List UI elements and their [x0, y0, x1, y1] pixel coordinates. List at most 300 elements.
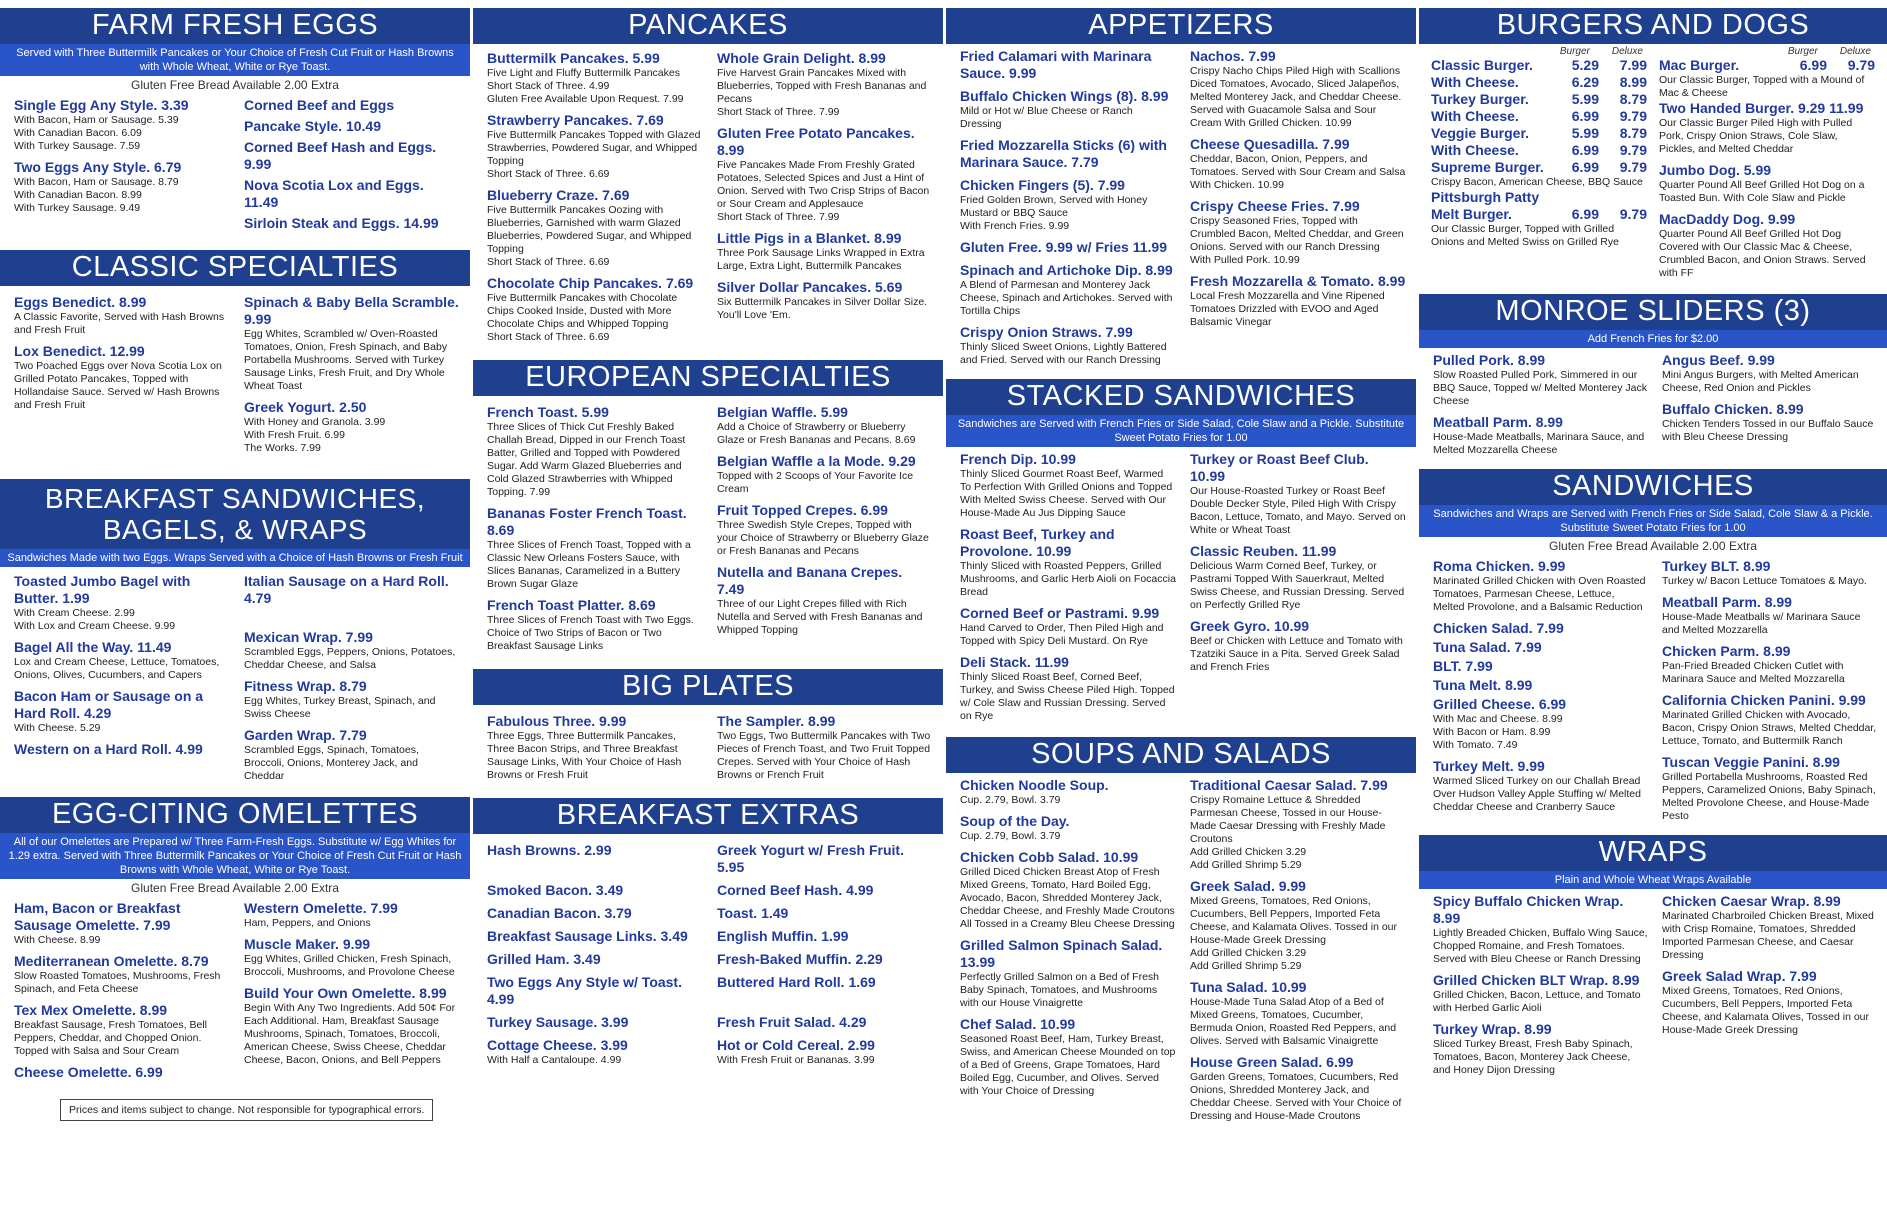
item-desc: Chicken Tenders Tossed in our Buffalo Sauce with Bleu Cheese Dressing	[1662, 418, 1874, 443]
menu-item	[487, 187, 703, 269]
menu-item	[244, 629, 460, 672]
menu-item	[1190, 273, 1406, 329]
menu-item	[717, 882, 933, 899]
menu-item	[717, 564, 933, 637]
menu-item	[960, 451, 1176, 520]
item-name: MacDaddy Dog. 9.99	[1659, 211, 1796, 227]
gluten-free-note: Gluten Free Bread Available 2.00 Extra	[131, 78, 339, 92]
item-name: Fresh Fruit Salad. 4.29	[717, 1014, 867, 1030]
menu-item	[14, 97, 230, 153]
menu-item	[1662, 401, 1877, 444]
item-name: House Green Salad. 6.99	[1190, 1054, 1354, 1070]
burger-price: 6.99	[1571, 206, 1599, 222]
burger-price: 6.99	[1571, 142, 1599, 158]
burger-row	[1431, 108, 1647, 125]
menu-item	[244, 97, 460, 114]
menu-item	[14, 688, 230, 735]
menu-item	[1659, 211, 1875, 280]
menu-item	[487, 404, 703, 499]
menu-item	[717, 502, 933, 558]
menu-item	[244, 215, 460, 232]
item-name: Pittsburgh Patty	[1431, 189, 1540, 205]
item-desc: Five Buttermilk Pancakes with Chocolate Chips Cooked Inside, Dusted with More Chocolate Chips and Whipped Topping Short Stack of Three. 6.69	[487, 292, 678, 343]
item-desc: With Honey and Granola. 3.99 With Fresh Fruit. 6.99 The Works. 7.99	[244, 416, 386, 454]
item-name: Strawberry Pancakes. 7.69	[487, 112, 664, 128]
row-name: With Cheese.	[1431, 142, 1519, 158]
item-name: Spinach and Artichoke Dip. 8.99	[960, 262, 1173, 278]
item-name: Deli Stack. 11.99	[960, 654, 1069, 670]
menu-item	[487, 112, 703, 181]
menu-item	[960, 48, 1176, 82]
item-name: Grilled Chicken BLT Wrap. 8.99	[1433, 972, 1640, 988]
item-desc: With Cream Cheese. 2.99 With Lox and Cream Cheese. 9.99	[14, 607, 176, 632]
wraps-section	[1419, 835, 1887, 1083]
menu-item	[1190, 136, 1406, 192]
item-name: Cottage Cheese. 3.99	[487, 1037, 628, 1053]
menu-item	[244, 177, 460, 211]
section-title: BREAKFAST EXTRAS	[473, 798, 943, 834]
menu-item	[487, 50, 703, 106]
menu-item	[960, 605, 1176, 648]
burger-row	[1431, 159, 1647, 176]
burger-row	[1431, 125, 1647, 142]
menu-item	[960, 137, 1176, 171]
menu-item	[1433, 972, 1648, 1015]
menu-item	[244, 985, 460, 1067]
item-desc: Crispy Bacon, American Cheese, BBQ Sauce	[1431, 176, 1643, 188]
item-name: Mexican Wrap. 7.99	[244, 629, 373, 645]
section-subtitle: Sandwiches are Served with French Fries or Side Salad, Cole Slaw and a Pickle. Substitute Sweet Potato Fries for 1.00	[946, 415, 1416, 447]
item-name: Corned Beef and Eggs	[244, 97, 395, 113]
appetizers-section	[946, 8, 1416, 373]
item-name: Little Pigs in a Blanket. 8.99	[717, 230, 902, 246]
item-name: Fresh-Baked Muffin. 2.29	[717, 951, 883, 967]
row-name: Supreme Burger.	[1431, 159, 1544, 175]
item-name: Chicken Fingers (5). 7.99	[960, 177, 1125, 193]
deluxe-price: 9.79	[1619, 108, 1647, 124]
disclaimer: Prices and items subject to change. Not responsible for typographical errors.	[60, 1099, 433, 1121]
item-name: Two Handed Burger. 9.29 11.99	[1659, 100, 1864, 116]
item-name: Pancake Style. 10.49	[244, 118, 381, 134]
item-name: The Sampler. 8.99	[717, 713, 836, 729]
item-desc: Mixed Greens, Tomatoes, Red Onions, Cucumbers, Bell Peppers, Imported Feta Cheese, and Kalamata Olives. Tossed in our House-Made Greek Dressing Add Grilled Chicken 3.29 Add Grilled Shrimp 5.29	[1190, 895, 1398, 972]
menu-item	[487, 275, 703, 344]
deluxe-col-header: Deluxe	[1839, 46, 1871, 57]
row-name: Turkey Burger.	[1431, 91, 1529, 107]
gluten-free-note: Gluten Free Bread Available 2.00 Extra	[131, 881, 339, 895]
item-desc: House-Made Meatballs, Marinara Sauce, and Melted Mozzarella Cheese	[1433, 431, 1645, 456]
big-plates-section	[473, 669, 943, 788]
item-name: Tuna Salad. 7.99	[1433, 639, 1542, 655]
burger-row	[1431, 74, 1647, 91]
menu-item	[717, 928, 933, 945]
menu-item	[14, 1064, 230, 1081]
menu-item	[1433, 758, 1648, 814]
item-name: Corned Beef Hash. 4.99	[717, 882, 874, 898]
menu-item	[960, 239, 1176, 256]
menu-item	[960, 937, 1176, 1010]
section-subtitle: Sandwiches Made with two Eggs. Wraps Served with a Choice of Hash Browns or Fresh Fruit	[0, 549, 470, 567]
item-desc: With Cheese. 5.29	[14, 722, 101, 734]
menu-item	[1662, 558, 1877, 588]
item-name: Silver Dollar Pancakes. 5.69	[717, 279, 903, 295]
item-desc: Slow Roasted Pulled Pork, Simmered in our BBQ Sauce, Topped w/ Melted Monterey Jack Cheese	[1433, 369, 1647, 407]
burger-col-header: Burger	[1787, 46, 1818, 57]
menu-item	[960, 813, 1176, 843]
menu-item	[1433, 639, 1648, 656]
menu-item	[14, 639, 230, 682]
item-name: Turkey Sausage. 3.99	[487, 1014, 629, 1030]
item-name: Grilled Ham. 3.49	[487, 951, 601, 967]
item-name: Fruit Topped Crepes. 6.99	[717, 502, 888, 518]
item-desc: Thinly Sliced Sweet Onions, Lightly Battered and Fried. Served with our Ranch Dressing	[960, 341, 1167, 366]
item-desc: Our House-Roasted Turkey or Roast Beef Double Decker Style, Piled High With Crispy Bacon, Lettuce, Tomato, and Mayo. Served on White or Wheat Toast	[1190, 485, 1406, 536]
item-desc: With Half a Cantaloupe. 4.99	[487, 1054, 622, 1066]
item-desc: Three Slices of French Toast with Two Eggs. Choice of Two Strips of Bacon or Two Breakfast Sausage Links	[487, 614, 694, 652]
item-name: Muscle Maker. 9.99	[244, 936, 371, 952]
menu-item	[487, 928, 703, 945]
item-name: Fried Calamari with Marinara Sauce. 9.99	[960, 48, 1152, 81]
item-name: Crispy Cheese Fries. 7.99	[1190, 198, 1360, 214]
item-name: Meatball Parm. 8.99	[1433, 414, 1563, 430]
item-desc: Add a Choice of Strawberry or Blueberry Glaze or Fresh Bananas and Pecans. 8.69	[717, 421, 916, 446]
item-desc: Delicious Warm Corned Beef, Turkey, or Pastrami Topped With Sauerkraut, Melted Swiss Cheese, and Russian Dressing. Served on Perfectly Grilled Rye	[1190, 560, 1405, 611]
item-name: Turkey Wrap. 8.99	[1433, 1021, 1552, 1037]
item-desc: Six Buttermilk Pancakes in Silver Dollar Size. You'll Love 'Em.	[717, 296, 928, 321]
item-desc: Three Pork Sausage Links Wrapped in Extra Large, Extra Light, Buttermilk Pancakes	[717, 247, 925, 272]
item-desc: Slow Roasted Tomatoes, Mushrooms, Fresh Spinach, and Feta Cheese	[14, 970, 221, 995]
section-subtitle: Plain and Whole Wheat Wraps Available	[1419, 871, 1887, 889]
deluxe-price: 8.79	[1619, 125, 1647, 141]
item-desc: House-Made Tuna Salad Atop of a Bed of Mixed Greens, Tomatoes, Cucumber, Bermuda Onion, Roasted Red Peppers, and Olives. Served with Balsamic Vinaigrette	[1190, 996, 1397, 1047]
menu-item	[487, 713, 703, 782]
menu-item	[960, 177, 1176, 233]
menu-item	[717, 713, 933, 782]
item-desc: Pan-Fried Breaded Chicken Cutlet with Marinara Sauce and Melted Mozzarella	[1662, 660, 1845, 685]
item-name: Meatball Parm. 8.99	[1662, 594, 1792, 610]
item-name: Toast. 1.49	[717, 905, 789, 921]
menu-item	[487, 974, 703, 1008]
menu-item	[717, 404, 933, 447]
section-title: MONROE SLIDERS (3)	[1419, 294, 1887, 330]
item-name: Canadian Bacon. 3.79	[487, 905, 632, 921]
menu-item	[14, 343, 230, 412]
item-name: Lox Benedict. 12.99	[14, 343, 145, 359]
menu-item	[14, 573, 230, 633]
item-name: Fabulous Three. 9.99	[487, 713, 627, 729]
sliders-section	[1419, 294, 1887, 463]
menu-item	[717, 905, 933, 922]
item-name: Crispy Onion Straws. 7.99	[960, 324, 1133, 340]
item-name: Greek Yogurt. 2.50	[244, 399, 367, 415]
column-4	[1419, 0, 1887, 1089]
item-desc: Grilled Portabella Mushrooms, Roasted Red Peppers, Caramelized Onions, Baby Spinach, Melted Provolone Cheese, and House-Made Pesto	[1662, 771, 1876, 822]
menu-item	[1190, 1054, 1406, 1123]
item-name: Soup of the Day.	[960, 813, 1070, 829]
item-desc: Egg Whites, Grilled Chicken, Fresh Spinach, Broccoli, Mushrooms, and Provolone Cheese	[244, 953, 455, 978]
item-name: French Toast. 5.99	[487, 404, 609, 420]
item-name: Breakfast Sausage Links. 3.49	[487, 928, 688, 944]
menu-item	[1662, 968, 1877, 1037]
item-name: Cheese Omelette. 6.99	[14, 1064, 163, 1080]
item-name: Grilled Cheese. 6.99	[1433, 696, 1567, 712]
section-title: PANCAKES	[473, 8, 943, 44]
gluten-free-note: Gluten Free Bread Available 2.00 Extra	[1549, 539, 1757, 553]
item-name: Turkey BLT. 8.99	[1662, 558, 1771, 574]
row-name: With Cheese.	[1431, 108, 1519, 124]
section-title: WRAPS	[1419, 835, 1887, 871]
item-name: English Muffin. 1.99	[717, 928, 849, 944]
row-name: Classic Burger.	[1431, 57, 1533, 73]
item-name: Chicken Parm. 8.99	[1662, 643, 1791, 659]
item-name: Greek Gyro. 10.99	[1190, 618, 1310, 634]
item-desc: Crispy Romaine Lettuce & Shredded Parmesan Cheese, Tossed in our House-Made Caesar Dressing with Freshly Made Croutons Add Grilled Chicken 3.29 Add Grilled Shrimp 5.29	[1190, 794, 1386, 871]
stacked-sandwiches-section	[946, 379, 1416, 729]
section-title: CLASSIC SPECIALTIES	[0, 250, 470, 286]
price-column-headers	[1431, 46, 1647, 57]
soups-salads-section	[946, 737, 1416, 1129]
item-desc: Begin With Any Two Ingredients. Add 50¢ For Each Additional. Ham, Breakfast Sausage Mushrooms, Spinach, Tomatoes, Broccoli, American Cheese, Swiss Cheese, Cheddar Cheese, Bacon, Onions, and Bell Peppers	[244, 1002, 456, 1066]
item-name: Chicken Salad. 7.99	[1433, 620, 1564, 636]
section-title: SANDWICHES	[1419, 469, 1887, 505]
section-subtitle: Sandwiches and Wraps are Served with French Fries or Side Salad, Cole Slaw & a Pickle. Substitute Sweet Potato Fries for 1.00	[1419, 505, 1887, 537]
burger-price: 6.99	[1799, 57, 1827, 73]
item-desc: Five Harvest Grain Pancakes Mixed with Blueberries, Topped with Fresh Bananas and Pecans Short Stack of Three. 7.99	[717, 67, 927, 118]
item-desc: Grilled Chicken, Bacon, Lettuce, and Tomato with Herbed Garlic Aioli	[1433, 989, 1641, 1014]
menu-item	[717, 974, 933, 1008]
item-name: Two Eggs Any Style. 6.79	[14, 159, 182, 175]
item-name: Hash Browns. 2.99	[487, 842, 612, 858]
section-title: FARM FRESH EGGS	[0, 8, 470, 44]
item-desc: Crispy Seasoned Fries, Topped with Crumbled Bacon, Melted Cheddar, and Green Onions. Served with our Ranch Dressing With Pulled Pork. 10.99	[1190, 215, 1404, 266]
item-desc: Three Swedish Style Crepes, Topped with your Choice of Strawberry or Blueberry Glaze or Fresh Bananas and Pecans	[717, 519, 929, 557]
burger-price: 5.99	[1571, 91, 1599, 107]
menu-item	[717, 951, 933, 968]
item-name: Gluten Free. 9.99 w/ Fries 11.99	[960, 239, 1167, 255]
omelettes-section	[0, 797, 470, 1121]
menu-item	[244, 573, 460, 607]
item-desc: Three Slices of Thick Cut Freshly Baked Challah Bread, Dipped in our French Toast Batter, Grilled and Topped with Powdered Sugar. Add Warm Glazed Blueberries and Cold Glazed Strawberries with Whipped Topping. 7.99	[487, 421, 686, 498]
burger-price: 6.99	[1571, 159, 1599, 175]
item-desc: Marinated Grilled Chicken with Oven Roasted Tomatoes, Parmesan Cheese, Lettuce, Melted Provolone, and a Balsamic Reduction	[1433, 575, 1646, 613]
item-name: Belgian Waffle a la Mode. 9.29	[717, 453, 916, 469]
menu-item	[244, 727, 460, 783]
item-desc: Our Classic Burger Piled High with Pulled Pork, Crispy Onion Straws, Cole Slaw, Pickles, and Melted Cheddar	[1659, 117, 1853, 155]
item-desc: Our Classic Burger, Topped with a Mound of Mac & Cheese	[1659, 74, 1865, 99]
item-name: Belgian Waffle. 5.99	[717, 404, 848, 420]
item-desc: Ham, Peppers, and Onions	[244, 917, 371, 929]
menu-item	[487, 842, 703, 876]
item-name: Fried Mozzarella Sticks (6) with Marinara Sauce. 7.79	[960, 137, 1167, 170]
menu-item	[487, 1014, 703, 1031]
section-title: EUROPEAN SPECIALTIES	[473, 360, 943, 396]
deluxe-col-header: Deluxe	[1611, 46, 1643, 57]
deluxe-price: 7.99	[1619, 57, 1647, 73]
item-name: Whole Grain Delight. 8.99	[717, 50, 886, 66]
item-name: Pulled Pork. 8.99	[1433, 352, 1546, 368]
item-name: Chicken Noodle Soup.	[960, 777, 1109, 793]
menu-item	[14, 953, 230, 996]
menu-item	[960, 88, 1176, 131]
item-name: Buffalo Chicken. 8.99	[1662, 401, 1804, 417]
deluxe-price: 9.79	[1619, 142, 1647, 158]
section-title	[0, 479, 470, 549]
item-name: French Toast Platter. 8.69	[487, 597, 656, 613]
section-subtitle: All of our Omelettes are Prepared w/ Three Farm-Fresh Eggs. Substitute w/ Egg Whites for 1.29 extra. Served with Three Buttermilk Pancakes or Your Choice of Fresh Cut Fruit or Hash Browns with Whole Wheat, White or Rye Toast.	[0, 833, 470, 879]
item-desc: Thinly Sliced with Roasted Peppers, Grilled Mushrooms, and Garlic Herb Aioli on Focaccia Bread	[960, 560, 1176, 598]
menu-item	[1662, 594, 1877, 637]
menu-item	[717, 842, 933, 876]
menu-item	[1190, 979, 1406, 1048]
item-desc: Five Buttermilk Pancakes Topped with Glazed Strawberries, Powdered Sugar, and Whipped Topping Short Stack of Three. 6.69	[487, 129, 701, 180]
item-name: Hot or Cold Cereal. 2.99	[717, 1037, 875, 1053]
item-desc: Five Light and Fluffy Buttermilk Pancakes Short Stack of Three. 4.99 Gluten Free Available Upon Request. 7.99	[487, 67, 684, 105]
item-name: Jumbo Dog. 5.99	[1659, 162, 1772, 178]
title-line-2: BAGELS, & WRAPS	[102, 514, 368, 545]
menu-item	[717, 50, 933, 119]
menu-item	[1190, 618, 1406, 674]
item-name: Two Eggs Any Style w/ Toast. 4.99	[487, 974, 682, 1007]
menu-item	[960, 1016, 1176, 1098]
menu-item	[1433, 414, 1648, 457]
section-title: STACKED SANDWICHES	[946, 379, 1416, 415]
menu-item	[1433, 677, 1648, 694]
item-name: Traditional Caesar Salad. 7.99	[1190, 777, 1388, 793]
item-name: Gluten Free Potato Pancakes. 8.99	[717, 125, 915, 158]
deluxe-price: 9.79	[1847, 57, 1875, 73]
item-desc: Our Classic Burger, Topped with Grilled Onions and Melted Swiss on Grilled Rye	[1431, 223, 1619, 248]
burger-row	[1659, 57, 1875, 74]
menu-item	[1659, 100, 1875, 156]
item-name: Mediterranean Omelette. 8.79	[14, 953, 209, 969]
burger-table-right	[1659, 46, 1875, 286]
menu-item	[960, 324, 1176, 367]
item-name: Greek Salad Wrap. 7.99	[1662, 968, 1817, 984]
menu-item	[1662, 692, 1877, 748]
item-name: Buttered Hard Roll. 1.69	[717, 974, 876, 990]
menu-item	[960, 849, 1176, 931]
menu-item	[1190, 543, 1406, 612]
menu-item	[487, 1037, 703, 1067]
column-3	[946, 0, 1416, 1135]
item-desc: Mixed Greens, Tomatoes, Red Onions, Cucumbers, Bell Peppers, Imported Feta Cheese, and Kalamata Olives, Tossed in our House-Made Greek Dressing	[1662, 985, 1870, 1036]
item-desc: Warmed Sliced Turkey on our Challah Bread Over Hudson Valley Apple Stuffing w/ Melted Cheddar Cheese and Cranberry Sauce	[1433, 775, 1641, 813]
row-name: Mac Burger.	[1659, 57, 1740, 73]
item-name: Bananas Foster French Toast. 8.69	[487, 505, 687, 538]
item-name: Nova Scotia Lox and Eggs. 11.49	[244, 177, 424, 210]
item-name: Bagel All the Way. 11.49	[14, 639, 172, 655]
item-name: Chicken Caesar Wrap. 8.99	[1662, 893, 1841, 909]
menu-item	[717, 230, 933, 273]
burger-price: 5.29	[1571, 57, 1599, 73]
menu-item	[717, 279, 933, 322]
menu-item	[244, 118, 460, 135]
section-title: BIG PLATES	[473, 669, 943, 705]
menu-item	[487, 597, 703, 653]
item-name: BLT. 7.99	[1433, 658, 1493, 674]
deluxe-price: 8.79	[1619, 91, 1647, 107]
item-desc: Topped with 2 Scoops of Your Favorite Ice Cream	[717, 470, 914, 495]
item-desc: A Classic Favorite, Served with Hash Browns and Fresh Fruit	[14, 311, 225, 336]
item-name: Fitness Wrap. 8.79	[244, 678, 367, 694]
menu-item	[244, 139, 460, 173]
menu-item	[1433, 1021, 1648, 1077]
burger-price: 6.29	[1571, 74, 1599, 90]
menu-item	[717, 1014, 933, 1031]
item-name: Fresh Mozzarella & Tomato. 8.99	[1190, 273, 1406, 289]
menu-item	[1190, 451, 1406, 537]
item-desc: Marinated Charbroiled Chicken Breast, Mixed with Crisp Romaine, Tomatoes, Shredded Imported Parmesan Cheese, and Caesar Dressing	[1662, 910, 1874, 961]
item-desc: Lightly Breaded Chicken, Buffalo Wing Sauce, Chopped Romaine, and Fresh Tomatoes. Served with Bleu Cheese or Ranch Dressing	[1433, 927, 1648, 965]
item-desc: Quarter Pound All Beef Grilled Hot Dog on a Toasted Bun. With Cole Slaw and Pickle	[1659, 179, 1865, 204]
item-name: Grilled Salmon Spinach Salad. 13.99	[960, 937, 1163, 970]
item-name: Tuna Melt. 8.99	[1433, 677, 1533, 693]
item-name: Sirloin Steak and Eggs. 14.99	[244, 215, 439, 231]
menu-item	[487, 882, 703, 899]
burger-row	[1431, 142, 1647, 159]
menu-item	[717, 1037, 933, 1067]
item-name: Corned Beef Hash and Eggs. 9.99	[244, 139, 437, 172]
menu-item	[960, 777, 1176, 807]
burger-price: 6.99	[1571, 108, 1599, 124]
item-name: Tuna Salad. 10.99	[1190, 979, 1307, 995]
section-title: SOUPS AND SALADS	[946, 737, 1416, 773]
item-desc: Seasoned Roast Beef, Ham, Turkey Breast, Swiss, and American Cheese Mounded on top of a Bed of Greens, Grape Tomatoes, Hard Boiled Egg, Cucumber, and Olives. Served with Your Choice of Dressing	[960, 1033, 1176, 1097]
item-desc: Three of our Light Crepes filled with Rich Nutella and Served with Fresh Bananas and Whipped Topping	[717, 598, 923, 636]
deluxe-price: 8.99	[1619, 74, 1647, 90]
item-desc: Perfectly Grilled Salmon on a Bed of Fresh Baby Spinach, Tomatoes, and Mushrooms with our House Vinaigrette	[960, 971, 1160, 1009]
item-name: Greek Yogurt w/ Fresh Fruit. 5.95	[717, 842, 904, 875]
item-desc: Scrambled Eggs, Spinach, Tomatoes, Broccoli, Onions, Monterey Jack, and Cheddar	[244, 744, 419, 782]
item-desc: Breakfast Sausage, Fresh Tomatoes, Bell Peppers, Cheddar, and Chopped Onion. Topped with Salsa and Sour Cream	[14, 1019, 207, 1057]
menu-item	[1190, 777, 1406, 872]
item-desc: Five Buttermilk Pancakes Oozing with Blueberries, Garnished with warm Glazed Blueberries, Powdered Sugar, and Whipped Topping Short Stack of Three. 6.69	[487, 204, 692, 268]
menu-item	[1433, 620, 1648, 637]
item-name: Spicy Buffalo Chicken Wrap. 8.99	[1433, 893, 1624, 926]
item-desc: Quarter Pound All Beef Grilled Hot Dog Covered with Our Classic Mac & Cheese, Crumbled Bacon, and Onion Straws. Served with FF	[1659, 228, 1866, 279]
item-desc: Cheddar, Bacon, Onion, Peppers, and Tomatoes. Served with Sour Cream and Salsa With Chicken. 10.99	[1190, 153, 1406, 191]
european-section	[473, 360, 943, 659]
menu-item	[1190, 198, 1406, 267]
item-name: Nutella and Banana Crepes. 7.49	[717, 564, 903, 597]
column-2	[473, 0, 943, 1075]
item-name: Cheese Quesadilla. 7.99	[1190, 136, 1350, 152]
item-desc: Egg Whites, Scrambled w/ Oven-Roasted Tomatoes, Onion, Fresh Spinach, and Baby Portabella Mushrooms. Served with Turkey Sausage Links, Fresh Fruit, and Dry Whole Wheat Toast	[244, 328, 448, 392]
item-name: Classic Reuben. 11.99	[1190, 543, 1337, 559]
item-desc: House-Made Meatballs w/ Marinara Sauce and Melted Mozzarella	[1662, 611, 1861, 636]
item-desc: With Cheese. 8.99	[14, 934, 101, 946]
burger-table-left	[1431, 46, 1647, 286]
item-desc: Two Eggs, Two Buttermilk Pancakes with Two Pieces of French Toast, and Two Fruit Topped Crepes. Served with Your Choice of Hash Browns or French Fruit	[717, 730, 931, 781]
burgers-section	[1419, 8, 1887, 288]
item-name: Roast Beef, Turkey and Provolone. 10.99	[960, 526, 1115, 559]
item-desc: Five Pancakes Made From Freshly Grated Potatoes, Selected Spices and Just a Hint of Onion. Served with Two Crisp Strips of Bacon or Sour Cream and Applesauce Short Stack of Three. 7.99	[717, 159, 930, 223]
menu-item	[717, 453, 933, 496]
menu-item	[1433, 696, 1648, 752]
menu-item	[244, 399, 460, 455]
menu-item	[717, 125, 933, 224]
item-desc: Beef or Chicken with Lettuce and Tomato with Tzatziki Sauce in a Pita. Served Greek Salad and French Fries	[1190, 635, 1403, 673]
item-desc: Lox and Cream Cheese, Lettuce, Tomatoes, Onions, Olives, Cucumbers, and Capers	[14, 656, 220, 681]
breakfast-sandwiches-section	[0, 479, 470, 789]
deluxe-price: 9.79	[1619, 206, 1647, 222]
menu-item	[960, 526, 1176, 599]
burger-row	[1431, 206, 1647, 223]
sandwiches-section	[1419, 469, 1887, 829]
menu-item	[960, 262, 1176, 318]
item-desc: Turkey w/ Bacon Lettuce Tomatoes & Mayo.	[1662, 575, 1867, 587]
item-name: Roma Chicken. 9.99	[1433, 558, 1566, 574]
